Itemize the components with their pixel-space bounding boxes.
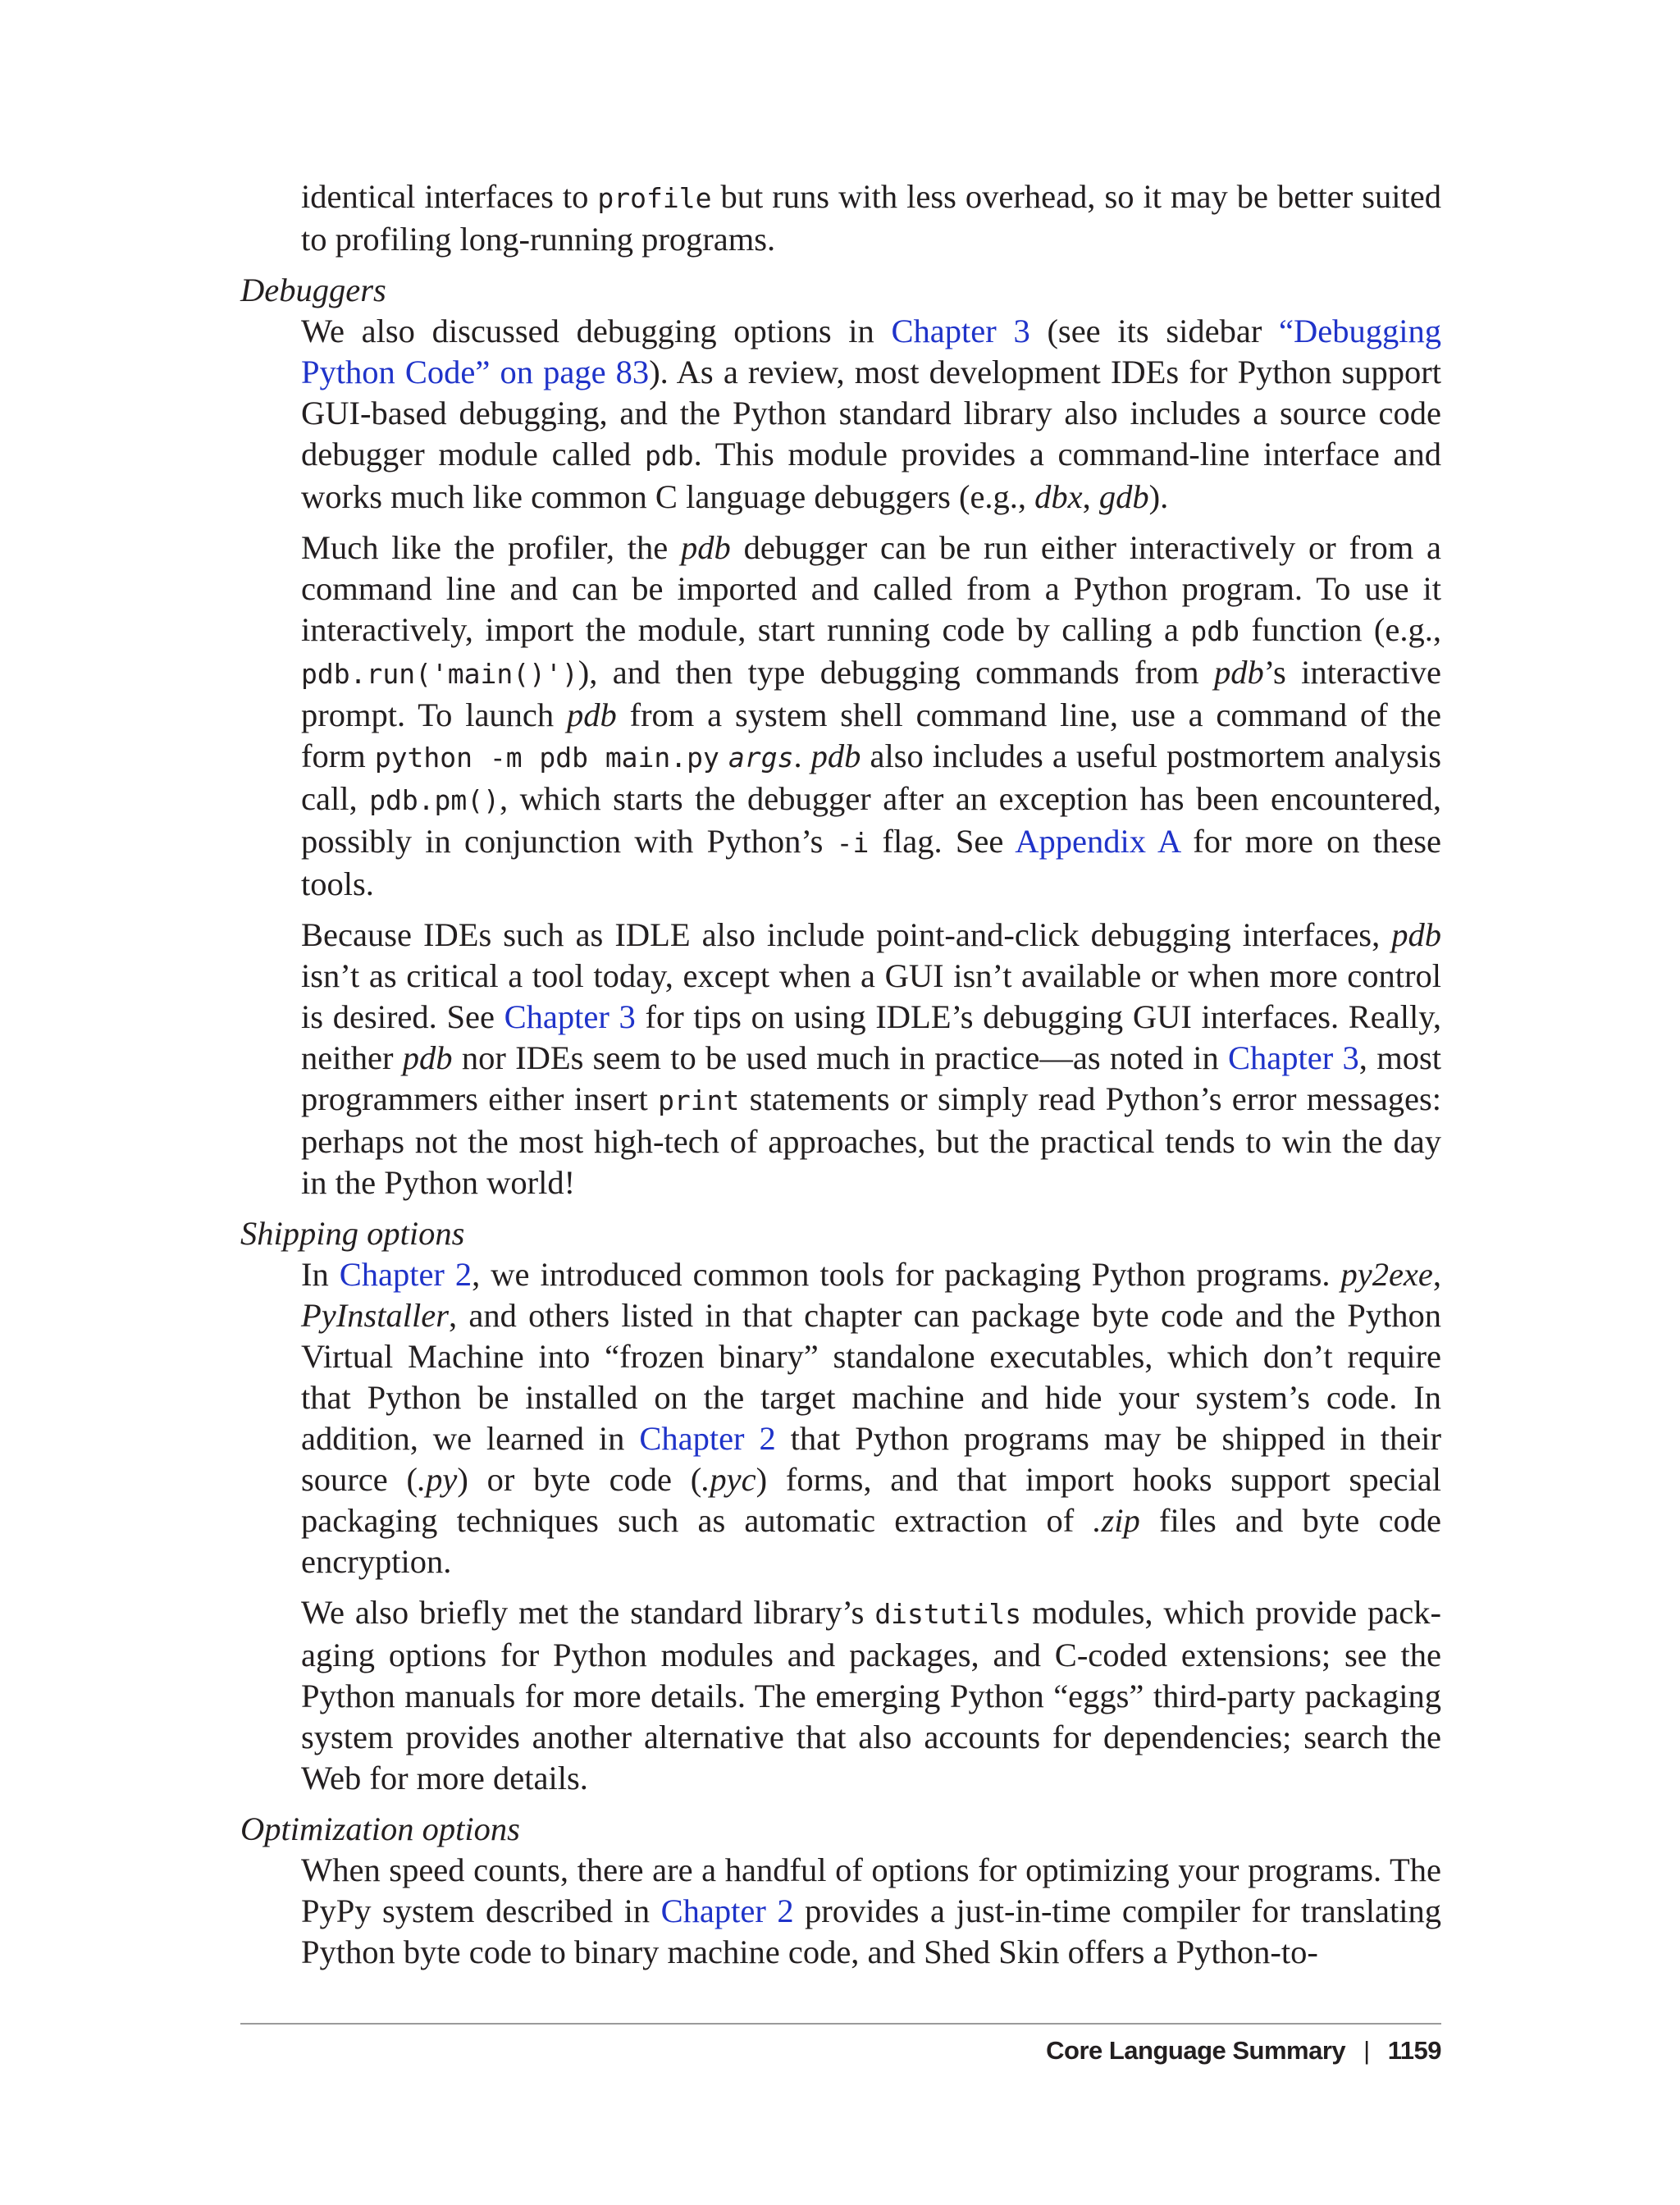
paragraph bbox=[301, 527, 1441, 905]
profiler-continuation bbox=[301, 176, 1441, 260]
emphasis: PyInstaller bbox=[301, 1297, 449, 1334]
emphasis: gdb bbox=[1098, 478, 1149, 515]
link-chapter-2[interactable]: Chapter 2 bbox=[639, 1420, 776, 1457]
page-body bbox=[240, 176, 1441, 1983]
text-run: ’s interactive prompt. To launch bbox=[301, 654, 1441, 733]
footer-section-title: Core Language Summary bbox=[1046, 2036, 1346, 2065]
inline-code: pdb.pm() bbox=[369, 784, 500, 816]
text-run: , which starts the debugger after an exception has been encountered, possibly in conjunction with Python’s bbox=[301, 780, 1441, 860]
inline-code: pdb.run('main()') bbox=[301, 658, 578, 690]
text-run: (see its sidebar bbox=[1029, 313, 1280, 349]
emphasis: pdb bbox=[810, 737, 861, 774]
emphasis: pdb bbox=[402, 1039, 453, 1076]
text-run: also includes a useful postmortem analysis call, bbox=[301, 737, 1441, 817]
text-run: , we introduced common tools for packaging Python programs. bbox=[472, 1256, 1341, 1293]
emphasis: dbx bbox=[1034, 478, 1083, 515]
paragraph bbox=[301, 311, 1441, 518]
text-run: , most programmers either insert bbox=[301, 1039, 1441, 1117]
running-footer bbox=[820, 2033, 1441, 2069]
description-debuggers bbox=[301, 311, 1441, 1203]
term-shipping-options: Shipping options bbox=[240, 1215, 465, 1252]
text-run: When speed counts, there are a handful of options for optimizing your programs. The PyPy system described in bbox=[301, 1851, 1441, 1929]
link-chapter-3[interactable]: Chapter 3 bbox=[891, 313, 1030, 349]
text-run: modules, which provide packaging options for Python modules and packages, and C-coded extensions; see the Python manuals for more details. The emerging Python “eggs” third-party packaging system provides another alternative that also accounts for dependencies; search the Web for more details. bbox=[301, 1594, 1442, 1796]
text-run: , and others listed in that chapter can package byte code and the Python Virtual Machine into “frozen binary” standalone executables, which don’t require that Python be installed on the target machine and hide your system’s code. In addition, we learned in bbox=[301, 1297, 1441, 1457]
link-debugging-python-code[interactable]: “Debugging Python Code” on page 83 bbox=[301, 313, 1441, 390]
text-run: statements or simply read Python’s error messages: perhaps not the most high-tech of approaches, but the practical tends to win the day in the Python world! bbox=[301, 1080, 1441, 1201]
text-run: ) forms, and that import hooks support special packaging techniques such as automatic extraction of bbox=[301, 1461, 1442, 1539]
text-run: , bbox=[1082, 478, 1099, 515]
definition-shipping-options bbox=[240, 1213, 1441, 1799]
text-run: In bbox=[301, 1256, 340, 1293]
text-run: from a system shell command line, use a command of the form bbox=[301, 696, 1442, 774]
link-chapter-2[interactable]: Chapter 2 bbox=[660, 1892, 794, 1929]
paragraph bbox=[301, 176, 1441, 260]
paragraph bbox=[301, 915, 1441, 1203]
definition-optimization-options bbox=[240, 1809, 1441, 1973]
text-run bbox=[719, 737, 728, 774]
text-run: . This module provides a command-line interface and works much like common C language debuggers (e.g., bbox=[301, 436, 1442, 515]
term-optimization-options: Optimization options bbox=[240, 1810, 520, 1847]
text-run: ), and then type debugging commands from bbox=[578, 654, 1214, 691]
emphasis: pdb bbox=[567, 696, 617, 733]
paragraph bbox=[301, 1592, 1441, 1799]
link-chapter-2[interactable]: Chapter 2 bbox=[339, 1256, 472, 1293]
description-optimization-options bbox=[301, 1850, 1441, 1973]
text-run: for more on these tools. bbox=[301, 823, 1442, 902]
inline-code-italic: args bbox=[728, 742, 794, 774]
text-run: provides a just-in-time compiler for translating Python byte code to binary machine code, and Shed Skin offers a Python-to- bbox=[301, 1892, 1441, 1970]
text-run: . bbox=[793, 737, 811, 774]
emphasis: pdb bbox=[681, 529, 731, 566]
text-run: function (e.g., bbox=[1239, 611, 1442, 648]
link-appendix-a[interactable]: Appendix A bbox=[1015, 823, 1180, 860]
page-number: 1159 bbox=[1387, 2036, 1441, 2065]
text-run: flag. See bbox=[869, 823, 1016, 860]
emphasis: .zip bbox=[1093, 1502, 1140, 1539]
emphasis: pdb bbox=[1213, 654, 1264, 691]
text-run: Because IDEs such as IDLE also include point-and-click debugging interfaces, bbox=[301, 916, 1392, 953]
inline-code: distutils bbox=[874, 1598, 1022, 1630]
text-run: that Python programs may be shipped in their source ( bbox=[301, 1420, 1441, 1498]
text-run: ) or byte code ( bbox=[457, 1461, 702, 1498]
text-run: isn’t as critical a tool today, except when a GUI isn’t available or when more control is desired. See bbox=[301, 957, 1441, 1035]
inline-code: profile bbox=[597, 182, 712, 214]
paragraph bbox=[301, 1850, 1441, 1973]
text-run: ). As a review, most development IDEs for Python support GUI-based debugging, and the Python standard library also includes a source code debugger module called bbox=[301, 354, 1441, 472]
term-debuggers: Debuggers bbox=[240, 272, 386, 308]
inline-code: pdb bbox=[1190, 615, 1240, 647]
inline-code: print bbox=[658, 1084, 740, 1116]
text-run: files and byte code encryption. bbox=[301, 1502, 1441, 1580]
paragraph bbox=[301, 1254, 1441, 1582]
link-chapter-3[interactable]: Chapter 3 bbox=[504, 998, 636, 1035]
emphasis: .py bbox=[417, 1461, 458, 1498]
inline-code: python -m pdb main.py bbox=[374, 742, 719, 774]
footer-divider bbox=[240, 2023, 1441, 2025]
text-run: nor IDEs seem to be used much in practice—as noted in bbox=[452, 1039, 1229, 1076]
inline-code: -i bbox=[836, 827, 870, 859]
text-run: ). bbox=[1148, 478, 1169, 515]
text-run: but runs with less overhead, so it may be better suited to profiling long-running programs. bbox=[301, 178, 1441, 258]
text-run: Much like the profiler, the bbox=[301, 529, 682, 566]
footer-separator: | bbox=[1363, 2036, 1370, 2065]
text-run: for tips on using IDLE’s debugging GUI interfaces. Really, neither bbox=[301, 998, 1441, 1076]
description-shipping-options bbox=[301, 1254, 1441, 1799]
emphasis: .pyc bbox=[701, 1461, 756, 1498]
emphasis: pdb bbox=[1391, 916, 1441, 953]
link-chapter-3[interactable]: Chapter 3 bbox=[1228, 1039, 1359, 1076]
text-run: , bbox=[1432, 1256, 1441, 1293]
text-run: We also discussed debugging options in bbox=[301, 313, 892, 349]
emphasis: py2exe bbox=[1340, 1256, 1433, 1293]
text-run: identical interfaces to bbox=[301, 178, 598, 215]
inline-code: pdb bbox=[645, 440, 694, 472]
text-run: We also briefly met the standard library’s bbox=[301, 1594, 875, 1631]
text-run: debugger can be run either interactively or from a command line and can be imported and called from a Python program. To use it interactively, import the module, start running code by calling a bbox=[301, 529, 1441, 648]
definition-debuggers bbox=[240, 270, 1441, 1203]
